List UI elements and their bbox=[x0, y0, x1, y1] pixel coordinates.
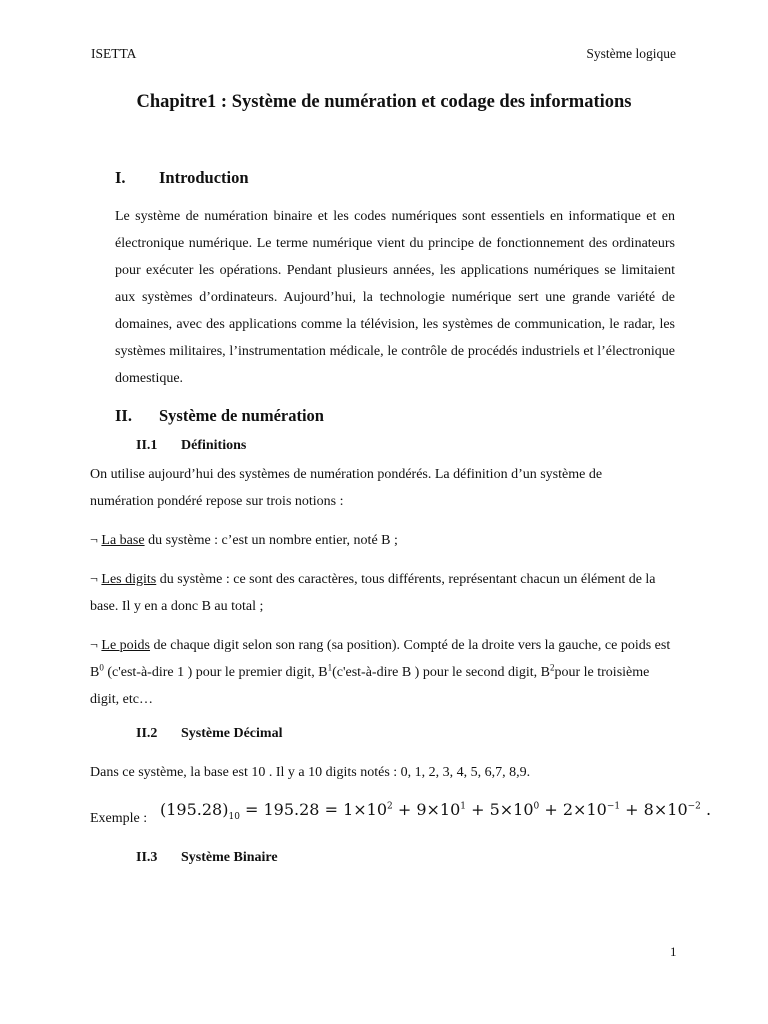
bullet-symbol: ¬ bbox=[90, 638, 98, 653]
bullet-poids bbox=[90, 632, 680, 713]
bullet-symbol: ¬ bbox=[90, 533, 98, 548]
subsection-heading-definitions bbox=[136, 438, 246, 454]
subsection-number: II.1 bbox=[136, 438, 158, 453]
formula-exponent: 1 bbox=[460, 801, 467, 812]
bullet-text: du système : c’est un nombre entier, noté B ; bbox=[144, 533, 398, 548]
header-right: Système logique bbox=[586, 46, 676, 61]
bullet-digits bbox=[90, 566, 680, 620]
formula-part: + 2×10 bbox=[539, 800, 607, 819]
subsection-heading-decimal bbox=[136, 726, 282, 742]
formula-subscript: 10 bbox=[228, 812, 240, 823]
formula-exponent: 2 bbox=[387, 801, 393, 812]
formula-part: (195.28) bbox=[160, 800, 229, 819]
term-base: La base bbox=[101, 533, 145, 548]
header-left: ISETTA bbox=[91, 46, 137, 61]
example-formula bbox=[160, 800, 712, 823]
subsection-heading-binary bbox=[136, 850, 278, 866]
formula-part: + 5×10 bbox=[466, 800, 534, 819]
section-title: Système de numération bbox=[159, 406, 324, 425]
section-title: Introduction bbox=[159, 168, 249, 187]
formula-part: = 195.28 = 1×10 bbox=[239, 800, 388, 819]
example-label: Exemple : bbox=[90, 811, 148, 826]
term-digits: Les digits bbox=[101, 572, 157, 587]
formula-exponent: 0 bbox=[533, 801, 540, 812]
term-poids: Le poids bbox=[101, 638, 151, 653]
subsection-title: Système Binaire bbox=[181, 850, 278, 865]
exponent: 1 bbox=[327, 662, 333, 673]
intro-paragraph: Le système de numération binaire et les codes numériques sont essentiels en informatique et en électronique numérique. Le terme numérique vient du principe de fonctionnement des ordinateurs pour exécuter les opérations. Pendant plusieurs années, les applications numériques se limitaient aux systèmes d’ordinateurs. Aujourd’hui, la technologie numérique sert une grande variété de domaines, avec des applications comme la télévision, les systèmes de communication, le radar, les systèmes militaires, l’instrumentation médicale, le contrôle de procédés industriels et l’électronique domestique. bbox=[115, 209, 675, 386]
decimal-text: Dans ce système, la base est 10 . Il y a 10 digits notés : 0, 1, 2, 3, 4, 5, 6,7, 8,9. bbox=[90, 765, 531, 780]
section-number: I. bbox=[115, 168, 126, 187]
bullet-text: (c'est-à-dire B ) pour le second digit, B bbox=[332, 665, 550, 680]
bullet-text: de chaque digit selon son rang (sa position). Compté de la droite vers la gauche, ce poids est B bbox=[90, 638, 671, 680]
section-number: II. bbox=[115, 406, 132, 425]
bullet-text: pour le troisième digit, etc… bbox=[90, 665, 650, 707]
formula-exponent: −2 bbox=[687, 801, 701, 812]
formula-part: . bbox=[700, 800, 712, 819]
subsection-number: II.2 bbox=[136, 726, 158, 741]
definitions-intro: On utilise aujourd’hui des systèmes de numération pondérés. La définition d’un système de numération pondéré repose sur trois notions : bbox=[90, 467, 603, 509]
section-heading-introduction bbox=[115, 168, 249, 188]
section-heading-numeration bbox=[115, 406, 324, 426]
formula-part: + 8×10 bbox=[620, 800, 688, 819]
exponent: 0 bbox=[99, 662, 104, 673]
formula-part: + 9×10 bbox=[392, 800, 461, 819]
subsection-title: Définitions bbox=[181, 438, 247, 453]
subsection-title: Système Décimal bbox=[181, 726, 283, 741]
page-title: Chapitre1 : Système de numération et codage des informations bbox=[136, 92, 632, 112]
exponent: 2 bbox=[549, 662, 555, 673]
bullet-base bbox=[90, 527, 680, 554]
subsection-number: II.3 bbox=[136, 850, 158, 865]
formula-exponent: −1 bbox=[606, 801, 621, 812]
bullet-text: du système : ce sont des caractères, tous différents, représentant chacun un élément de la base. Il y en a donc B au total ; bbox=[90, 572, 656, 614]
bullet-text: (c'est-à-dire 1 ) pour le premier digit, B bbox=[103, 665, 328, 680]
bullet-symbol: ¬ bbox=[90, 572, 98, 587]
page-number: 1 bbox=[670, 944, 677, 959]
